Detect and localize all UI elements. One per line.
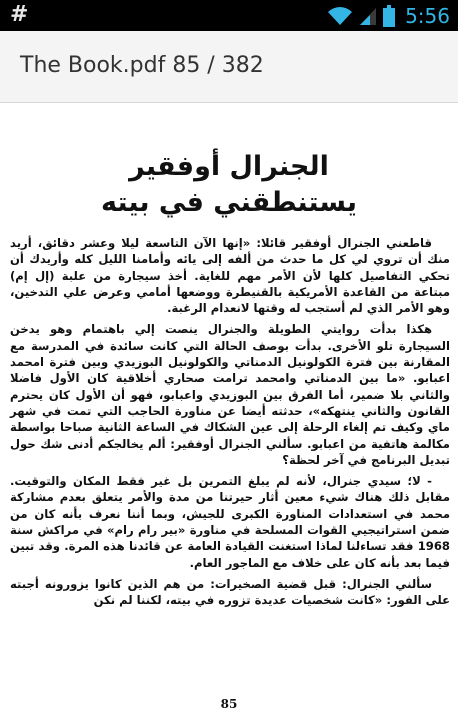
paragraph-3: - لا؛ سيدي جنرال، لأنه لم يبلغ التمرين بل غير فقط المكان والتوقيت. مقابل ذلك هناك شيء معين أثار حيرتنا من مدة والأمر يتعلق بعدم مشاركة محمد في استعدادات المناورة الكبرى للجيش، وبما أننا نعرف بأنه كان من ضمن استراتيجيي القوات المسلحة في مناورة «بير رام رام» في مراكش سنة 1968 فقد تساءلنا لماذا استغنت القيادة العامة عن قائدنا هذه المرة. وقد تبين فيما بعد بأنه كان على خلاف مع الماجور العام. xyxy=(10,474,450,570)
body-text xyxy=(10,235,450,614)
paragraph-4: سألني الجنرال: قبل قضية الصخيرات: من هم الذين كانوا يزورونه أجبته على الفور: «كانت شخصيات عديدة تزوره في بيته، لكننا لم نكن xyxy=(10,576,450,608)
chapter-title-line-1: الجنرال أوفقير xyxy=(129,151,329,182)
paragraph-1: قاطعني الجنرال أوفقير قائلا: «إنها الآن التاسعة ليلا وعشر دقائق، أريد منك أن تروي لي كل ما حدث من ألفه إلى يائه وأمامنا الليل كله وأريدك أن تحكي التفاصيل كلها لأن الأمر مهم للغاية. أخذ سيجارة من علبة (إل إم) مبتاعة من القاعدة الأمريكية بالقنيطرة ووضعها أمامي وعرض علي التدخين، وهو الأمر الذي لم أستجب له وقتها لانعدام الرغبة. xyxy=(10,236,450,316)
status-bar xyxy=(0,0,458,31)
status-icons xyxy=(327,3,450,29)
wifi-icon xyxy=(327,6,353,26)
clock: 5:56 xyxy=(405,4,450,28)
signal-icon xyxy=(359,6,377,26)
chapter-title-line-2: يستنطقني في بيته xyxy=(100,187,358,218)
document-title[interactable]: The Book.pdf 85 / 382 xyxy=(20,53,264,78)
notification-hash-icon: # xyxy=(10,2,29,27)
paragraph-2: هكذا بدأت روايتي الطويلة والجنرال ينصت إلي باهتمام وهو يدخن السيجارة تلو الأخرى. بدأت بوصف الحالة التي كانت سائدة في المدرسة مع المقارنة بين فترة الكولونيل الدمناتي والكولونيل البوزيدي وبين فترة امحمد اعبابو. «ما بين الدمناتي وامحمد ترامت صحاري أخلاقية كان الأول فاضلا والثاني بلا ضمير، أما الفرق بين البوزيدي واعبابو، فهو أن الأول كان يحترم القانون والثاني ينتهكه»، حدثته أيضا عن مناورة الحاجب التي تمت في شهر ماي وكيف تم إلغاء الرحلة إلى عين الشكاك في الساعة الثانية صباحا بواسطة مكالمة هاتفية من اعبابو. سألني الجنرال أوفقير: ألم يخالجكم أدنى شك حول تبديل البرنامج في آخر لحظة؟ xyxy=(10,322,450,467)
page-number: 85 xyxy=(220,697,238,711)
action-bar xyxy=(0,31,458,103)
battery-icon xyxy=(383,5,395,27)
pdf-page[interactable] xyxy=(0,103,458,714)
